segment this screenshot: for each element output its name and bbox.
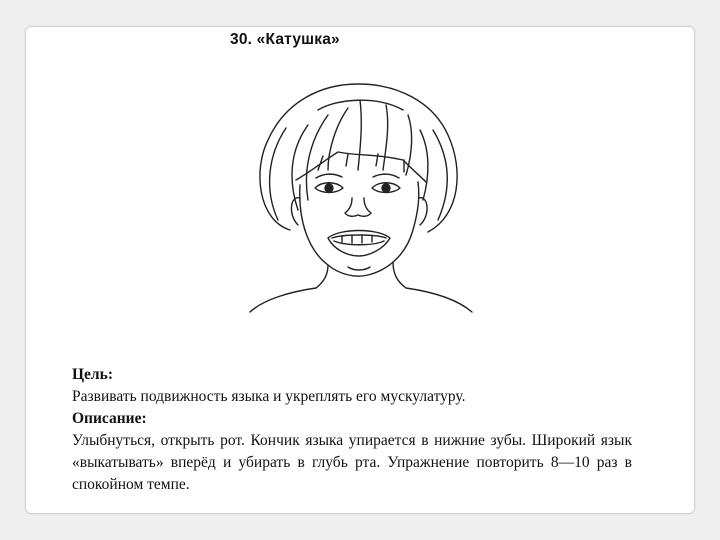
goal-label: Цель: [72,366,113,383]
exercise-text [72,364,632,496]
description-label: Описание: [72,410,147,427]
page-title: 30. «Катушка» [230,31,340,48]
goal-text: Развивать подвижность языка и укреплять его мускулатуру. [72,388,466,405]
child-face-illustration [228,70,483,315]
description-text: Улыбнуться, открыть рот. Кончик языка упирается в нижние зубы. Широкий язык «выкатывать» вперёд и убирать в глубь рта. Упражнение повторить 8—10 раз в спокойном темпе. [72,432,632,493]
